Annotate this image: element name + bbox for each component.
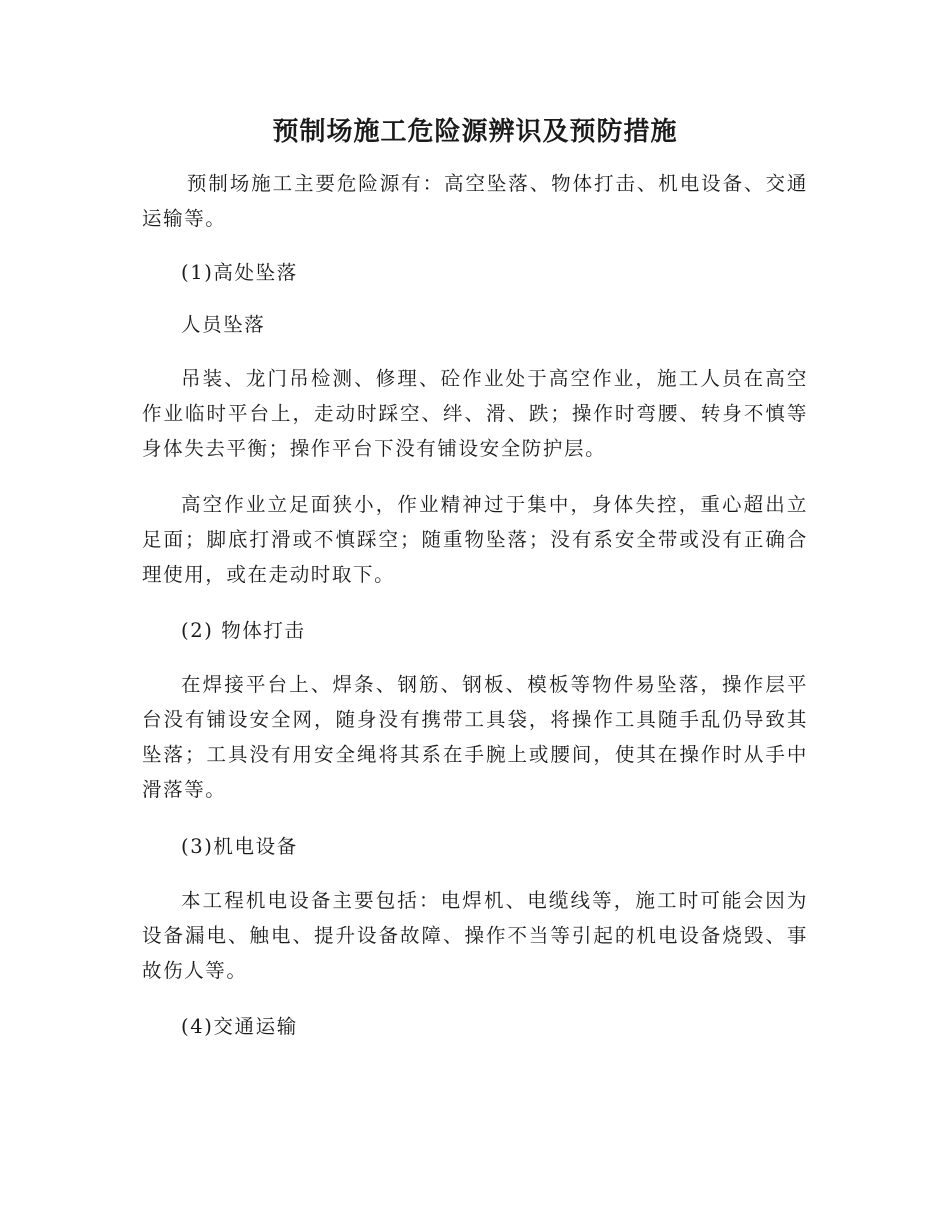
body-paragraph-object-strike: 在焊接平台上、焊条、钢筋、钢板、模板等物件易坠落，操作层平台没有铺设安全网，随身没有携带工具袋，将操作工具随手乱仍导致其坠落；工具没有用安全绳将其系在手腕上或腰间，使其在操作时从手中滑落等。 bbox=[142, 673, 808, 801]
document-title: 预制场施工危险源辨识及预防措施 bbox=[272, 117, 678, 147]
body-paragraph-electromechanical: 本工程机电设备主要包括：电焊机、电缆线等，施工时可能会因为设备漏电、触电、提升设备故障、操作不当等引起的机电设备烧毁、事故伤人等。 bbox=[142, 889, 808, 982]
section-heading-object-strike: (2) 物体打击 bbox=[181, 619, 306, 642]
subheading-personnel-fall: 人员坠落 bbox=[181, 313, 266, 336]
section-heading-fall-from-height: (1)高处坠落 bbox=[181, 261, 298, 284]
section-heading-electromechanical: (3)机电设备 bbox=[181, 835, 298, 858]
body-paragraph-work-surface: 高空作业立足面狭小，作业精神过于集中，身体失控，重心超出立足面；脚底打滑或不慎踩空；随重物坠落；没有系安全带或没有正确合理使用，或在走动时取下。 bbox=[142, 493, 808, 586]
section-heading-traffic: (4)交通运输 bbox=[181, 1015, 298, 1038]
body-paragraph-fall-causes: 吊装、龙门吊检测、修理、砼作业处于高空作业，施工人员在高空作业临时平台上，走动时踩空、绊、滑、跌；操作时弯腰、转身不慎等身体失去平衡；操作平台下没有铺设安全防护层。 bbox=[142, 367, 808, 460]
intro-paragraph: 预制场施工主要危险源有：高空坠落、物体打击、机电设备、交通运输等。 bbox=[142, 172, 808, 230]
